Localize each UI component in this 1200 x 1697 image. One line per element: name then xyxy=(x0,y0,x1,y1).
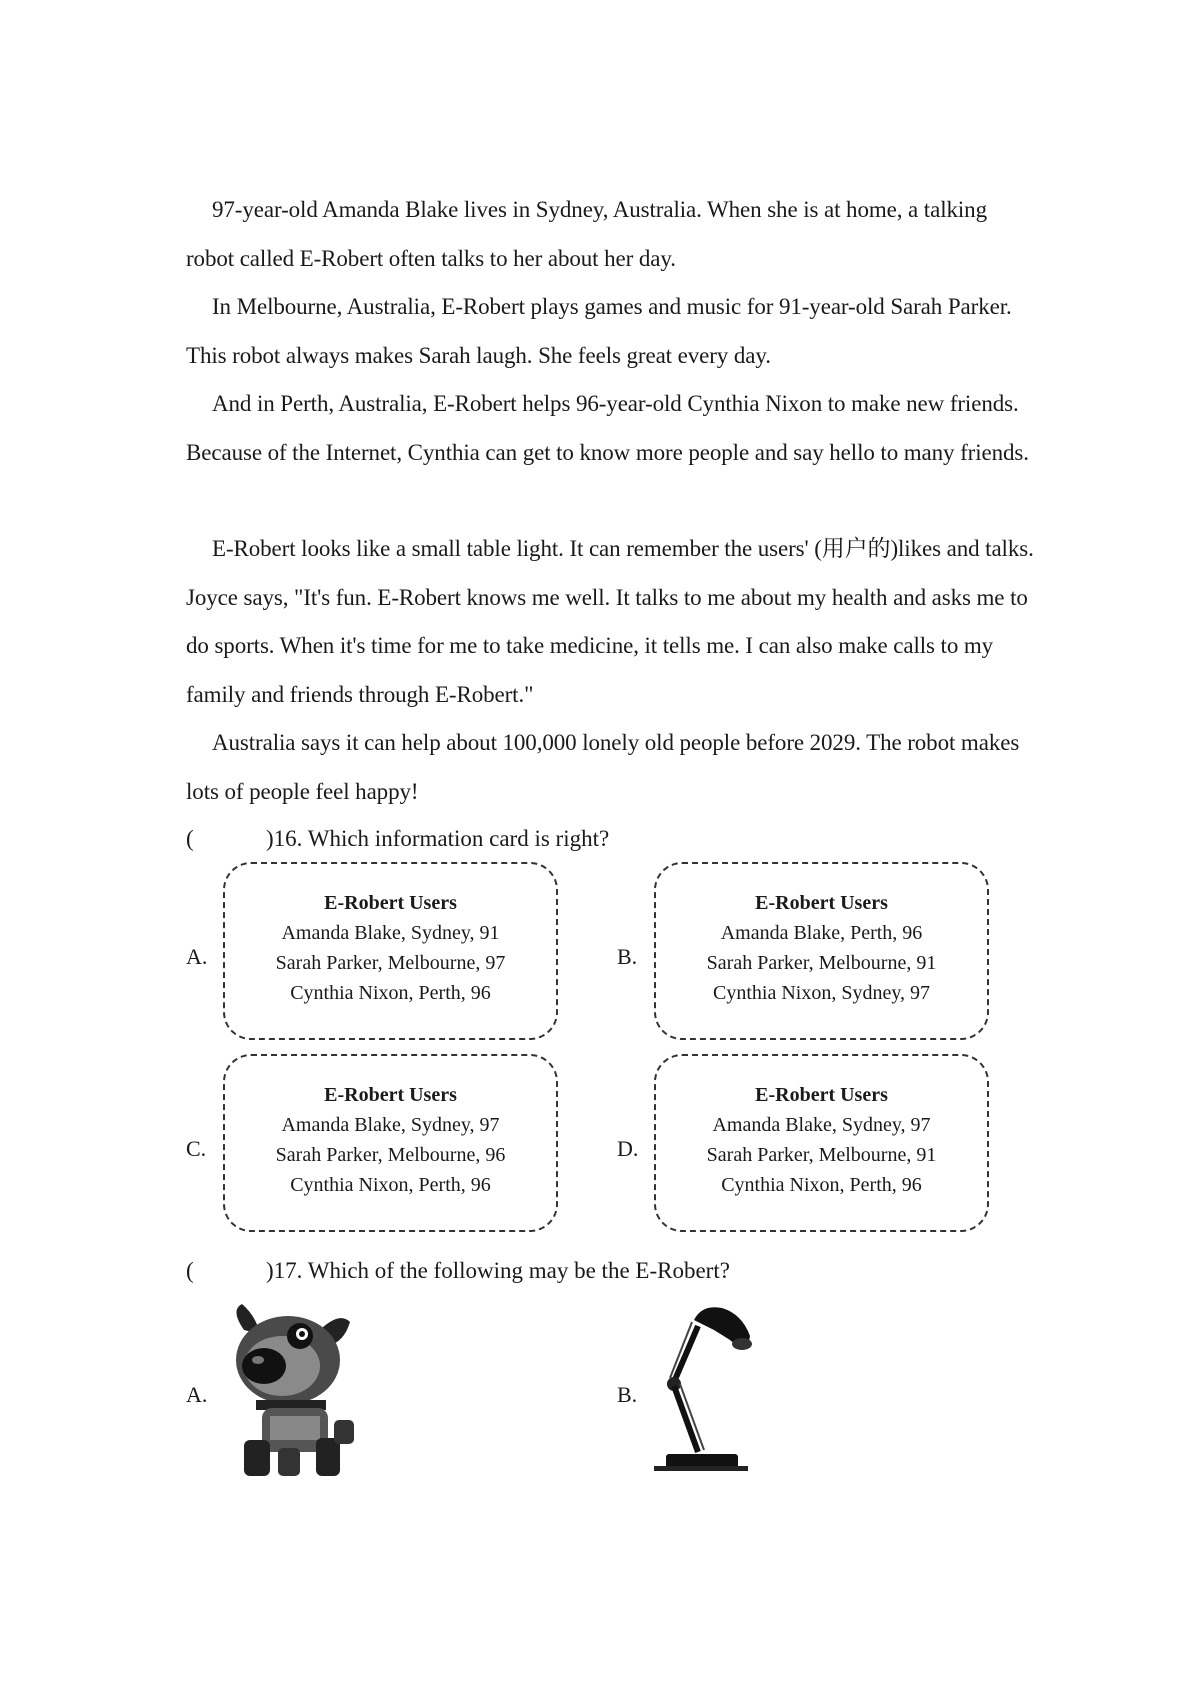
robot-dog-icon[interactable] xyxy=(222,1300,362,1480)
table-lamp-drawing xyxy=(652,1300,762,1480)
card-line: Cynthia Nixon, Sydney, 97 xyxy=(712,982,931,1004)
option-a-label: A. xyxy=(186,944,208,969)
card-line: Sarah Parker, Melbourne, 91 xyxy=(706,952,937,974)
card-line: Sarah Parker, Melbourne, 96 xyxy=(275,1144,506,1166)
option-b-label: B. xyxy=(617,944,638,969)
card-title: E-Robert Users xyxy=(755,892,888,914)
option-c-label: C. xyxy=(186,1136,207,1161)
question-16 xyxy=(186,824,609,854)
answer-blank[interactable]: ( xyxy=(186,826,194,851)
card-line: Cynthia Nixon, Perth, 96 xyxy=(721,1174,922,1196)
passage-paragraph-5: Australia says it can help about 100,000 lonely old people before 2029. The robot makes lots of people feel happy! xyxy=(186,730,1020,804)
passage-paragraph-4: E-Robert looks like a small table light. It can remember the users' (用户的)likes and talks. Joyce says, "It's fun. E-Robert knows me well. It talks to me about my health and asks me to do sports. When it's time for me to take medicine, it tells me. I can also make calls to my family and friends through E-Robert." xyxy=(186,536,1034,707)
info-card-d[interactable] xyxy=(654,1054,989,1232)
card-title: E-Robert Users xyxy=(755,1084,888,1106)
answer-blank[interactable]: ( xyxy=(186,1258,194,1283)
card-line: Amanda Blake, Perth, 96 xyxy=(720,922,923,944)
info-card-b[interactable] xyxy=(654,862,989,1040)
robot-dog-drawing xyxy=(222,1300,362,1480)
card-line: Amanda Blake, Sydney, 97 xyxy=(281,1114,500,1136)
card-line: Amanda Blake, Sydney, 91 xyxy=(281,922,500,944)
card-line: Amanda Blake, Sydney, 97 xyxy=(712,1114,931,1136)
card-line: Cynthia Nixon, Perth, 96 xyxy=(290,982,491,1004)
passage-paragraph-1: 97-year-old Amanda Blake lives in Sydney, Australia. When she is at home, a talking robot called E-Robert often talks to her about her day. xyxy=(186,197,987,271)
option-b-label: B. xyxy=(617,1382,638,1407)
card-title: E-Robert Users xyxy=(324,1084,457,1106)
passage-paragraph-3: And in Perth, Australia, E-Robert helps 96-year-old Cynthia Nixon to make new friends. Because of the Internet, Cynthia can get to know more people and say hello to many friends. xyxy=(186,391,1029,465)
info-card-c[interactable] xyxy=(223,1054,558,1232)
card-title: E-Robert Users xyxy=(324,892,457,914)
card-line: Cynthia Nixon, Perth, 96 xyxy=(290,1174,491,1196)
question-17-text: )17. Which of the following may be the E-Robert? xyxy=(266,1258,730,1283)
question-17 xyxy=(186,1256,730,1286)
option-a-label: A. xyxy=(186,1382,208,1407)
option-d-label: D. xyxy=(617,1136,639,1161)
card-line: Sarah Parker, Melbourne, 91 xyxy=(706,1144,937,1166)
table-lamp-icon[interactable] xyxy=(652,1300,762,1480)
card-line: Sarah Parker, Melbourne, 97 xyxy=(275,952,506,974)
question-16-text: )16. Which information card is right? xyxy=(266,826,610,851)
passage-paragraph-2: In Melbourne, Australia, E-Robert plays games and music for 91-year-old Sarah Parker. This robot always makes Sarah laugh. She feels great every day. xyxy=(186,294,1012,368)
info-card-a[interactable] xyxy=(223,862,558,1040)
